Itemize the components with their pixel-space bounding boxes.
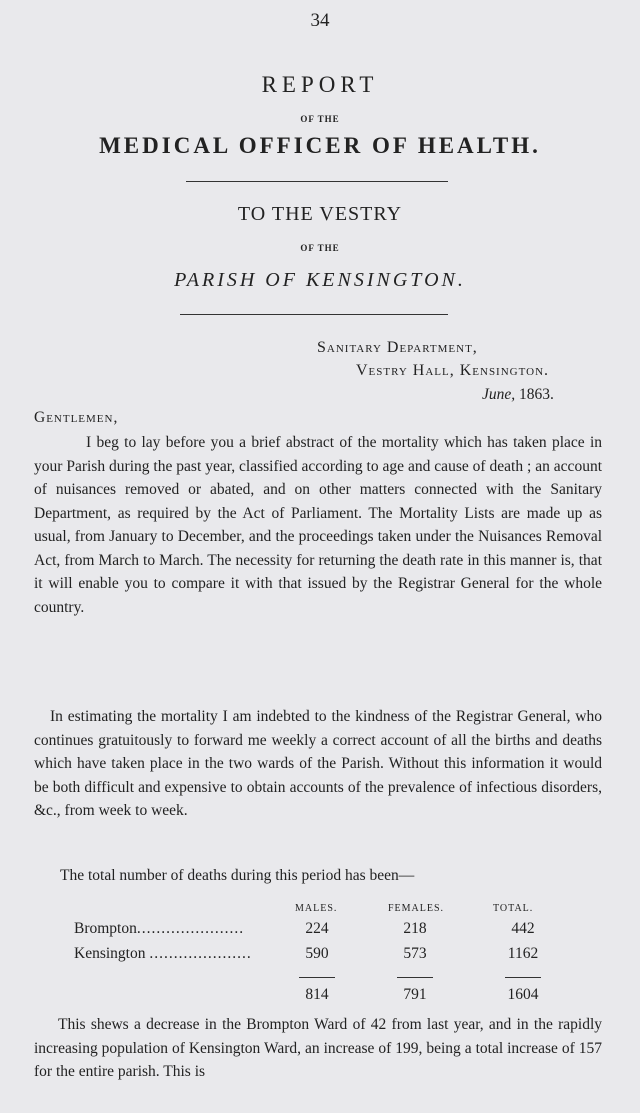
report-title: REPORT [261,72,379,97]
vestry-heading: TO THE VESTRY [237,203,403,225]
sum-rule-total [505,977,541,978]
date-year: 1863. [519,386,554,403]
of-the-label-2: OF THE [300,243,340,253]
salutation: Gentlemen, [34,409,119,426]
divider-rule-2 [180,314,448,315]
parish-heading: PARISH OF KENSINGTON. [174,269,466,291]
row-label-kensington [74,945,252,963]
address-line-1: Sanitary Department, [317,339,478,356]
cell-brompton-total: 442 [511,920,535,937]
row-label-brompton [74,920,244,938]
report-subtitle: MEDICAL OFFICER OF HEALTH. [99,133,541,158]
divider-rule-1 [186,181,448,182]
paragraph-1-text: I beg to lay before you a brief abstract of the mortality which has taken place in your Parish during the past year, classified according to age and cause of death ; an account of nuisances removed or abated, and on other matters connected with the Sanitary Department, as required by the Act of Parliament. The Mortality Lists are made up as usual, from January to December, and the proceedings taken under the Nuisances Removal Act, from March to March. The necessity for returning the death rate in this manner is, that it will enable you to compare it with that issued by the Registrar General for the whole country. [34,434,602,616]
paragraph-1 [34,431,602,619]
paragraph-3-text: This shews a decrease in the Brompton Ward of 42 from last year, and in the rapidly increasing population of Kensington Ward, an increase of 199, being a total increase of 157 for the entire parish. This is [34,1016,602,1080]
address-line-2: Vestry Hall, Kensington. [356,362,550,379]
cell-brompton-males: 224 [305,920,329,937]
paragraph-3 [34,1013,602,1084]
cell-kensington-females: 573 [403,945,427,962]
table-intro: The total number of deaths during this period has been— [60,867,415,884]
cell-total-females: 791 [403,986,427,1003]
leader-dots: ...................... [136,920,245,937]
date-month: June, [482,386,516,403]
paragraph-2 [34,705,602,823]
address-date [482,386,554,404]
row-name: Kensington [74,945,146,962]
row-name: Brompton [74,920,137,937]
cell-total-total: 1604 [507,986,539,1003]
of-the-label-1: OF THE [300,114,340,124]
cell-kensington-males: 590 [305,945,329,962]
cell-brompton-females: 218 [403,920,427,937]
page-number: 34 [310,10,330,31]
cell-total-males: 814 [305,986,329,1003]
col-header-females: FEMALES. [388,903,445,914]
col-header-total: TOTAL. [493,903,534,914]
cell-kensington-total: 1162 [507,945,539,962]
sum-rule-females [397,977,433,978]
col-header-males: MALES. [295,903,338,914]
leader-dots: ..................... [149,945,252,962]
sum-rule-males [299,977,335,978]
paragraph-2-text: In estimating the mortality I am indebted to the kindness of the Registrar General, who continues gratuitously to forward me weekly a correct account of all the births and deaths which have taken place in the two wards of the Parish. Without this information it would be both difficult and expensive to obtain accounts of the prevalence of infectious disorders, &c., from week to week. [34,708,602,819]
